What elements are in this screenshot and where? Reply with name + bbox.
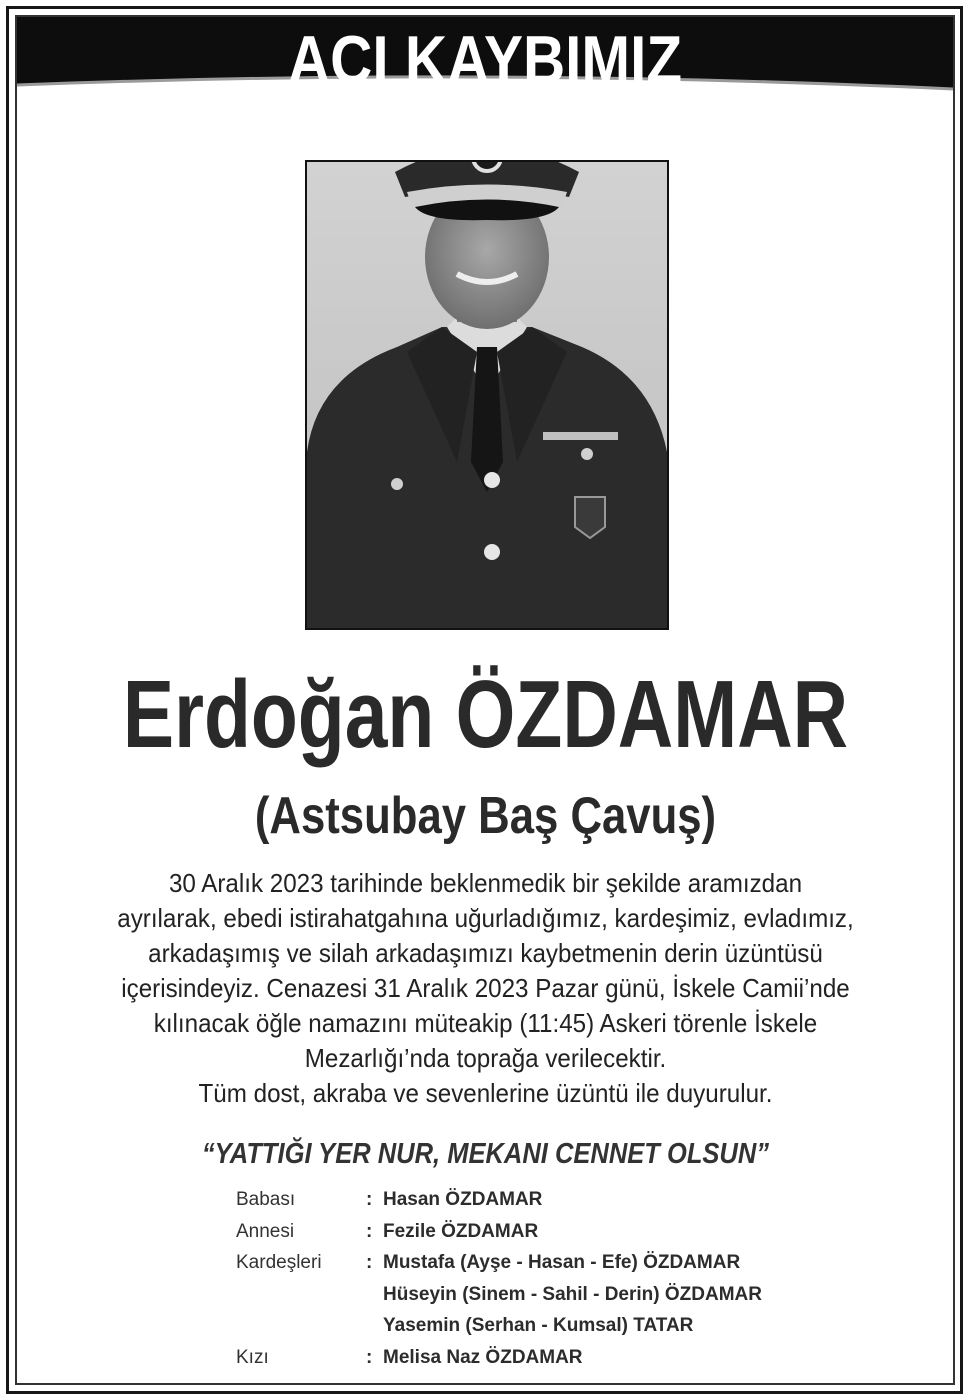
family-row-mother (236, 1217, 836, 1249)
family-row-siblings (236, 1248, 836, 1280)
announcement-line: Mezarlığı’nda toprağa verilecektir. (304, 1043, 667, 1073)
announcement-line: arkadaşımış ve silah arkadaşımızı kaybetmenin derin üzüntüsü (148, 938, 823, 968)
family-names: Hasan ÖZDAMAR (383, 1189, 543, 1210)
family-list (236, 1185, 836, 1374)
family-names: Mustafa (Ayşe - Hasan - Efe) ÖZDAMAR (383, 1252, 741, 1273)
announcement-text (60, 866, 911, 1111)
family-colon: : (366, 1220, 373, 1242)
family-row-siblings-cont (236, 1280, 836, 1312)
announcement-line: ayrılarak, ebedi istirahatgahına uğurladığımız, kardeşimiz, evladımız, (117, 903, 854, 933)
announcement-line: kılınacak öğle namazını müteakip (11:45) Askeri törenle İskele (153, 1008, 818, 1038)
portrait-photo (305, 160, 669, 630)
family-colon: : (366, 1346, 373, 1368)
family-row-father (236, 1185, 836, 1217)
family-colon: : (366, 1252, 373, 1273)
family-relation: Annesi (236, 1220, 295, 1242)
announcement-line: Tüm dost, akraba ve sevenlerine üzüntü ile duyurulur. (198, 1078, 773, 1108)
deceased-name: Erdoğan ÖZDAMAR (122, 661, 849, 768)
header-title: ACI KAYBIMIZ (287, 22, 683, 98)
family-names: Yasemin (Serhan - Kumsal) TATAR (383, 1315, 694, 1336)
family-names: Fezile ÖZDAMAR (383, 1220, 539, 1242)
family-names: Hüseyin (Sinem - Sahil - Derin) ÖZDAMAR (383, 1283, 762, 1305)
announcement-line: 30 Aralık 2023 tarihinde beklenmedik bir şekilde aramızdan (168, 868, 803, 898)
family-row-daughter (236, 1343, 836, 1375)
deceased-rank: (Astsubay Baş Çavuş) (254, 787, 717, 845)
announcement-line: içerisindeyiz. Cenazesi 31 Aralık 2023 Pazar günü, İskele Camii’nde (121, 973, 850, 1003)
family-relation: Kızı (236, 1346, 269, 1368)
family-relation: Kardeşleri (236, 1252, 322, 1273)
header-banner (17, 17, 953, 113)
prayer-quote: “YATTIĞI YER NUR, MEKANI CENNET OLSUN” (201, 1138, 770, 1170)
family-names: Melisa Naz ÖZDAMAR (383, 1346, 583, 1368)
soldier-portrait-image (307, 162, 667, 628)
family-row-siblings-cont (236, 1311, 836, 1343)
family-colon: : (366, 1189, 373, 1210)
family-relation: Babası (236, 1189, 296, 1210)
